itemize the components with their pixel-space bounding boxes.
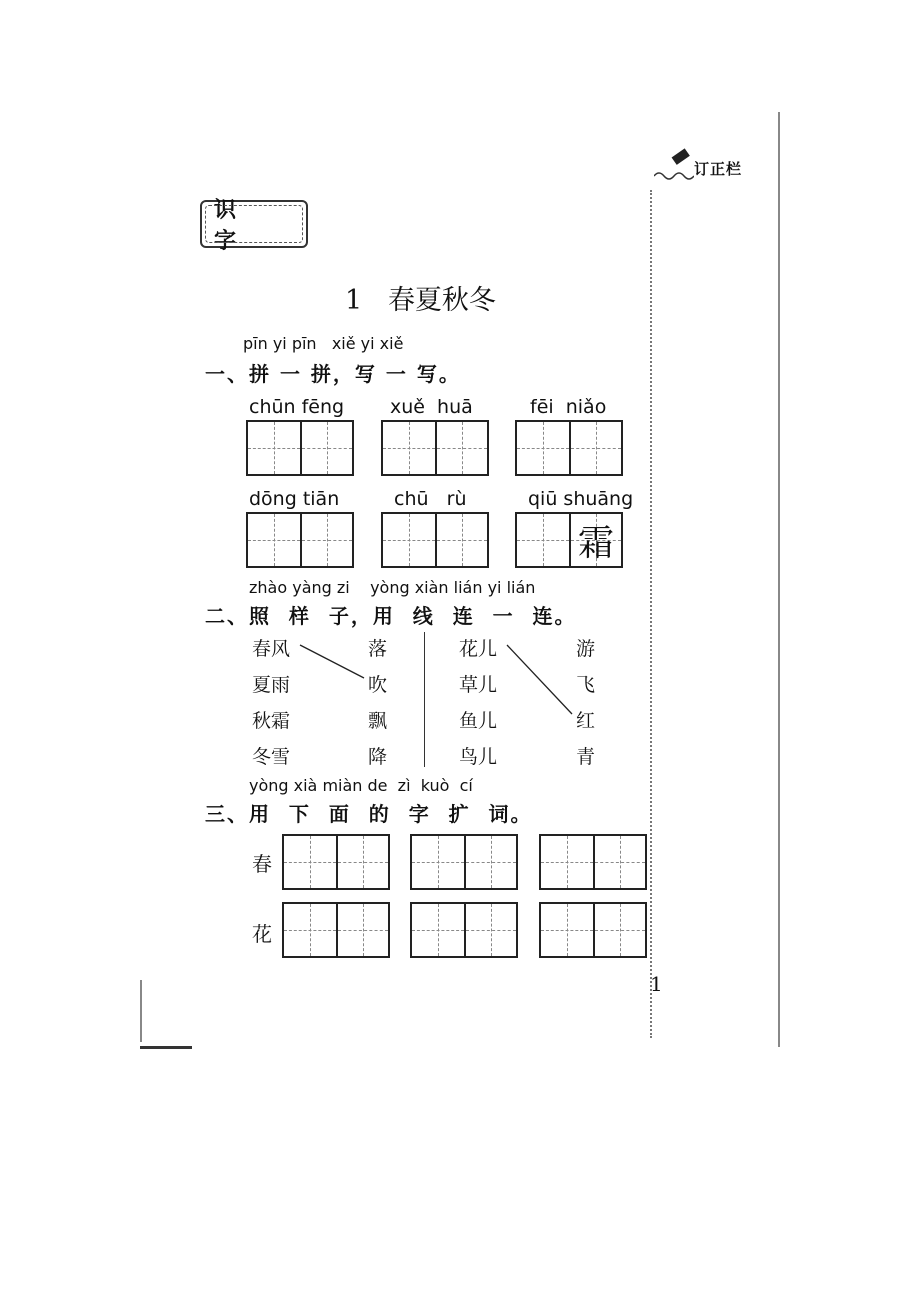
match-target[interactable]: 吹 bbox=[368, 674, 388, 696]
q3-row-char: 花 bbox=[252, 922, 272, 946]
writing-grid[interactable] bbox=[410, 834, 518, 890]
grid-cell[interactable] bbox=[593, 836, 645, 888]
match-target[interactable]: 降 bbox=[368, 746, 388, 768]
grid-cell[interactable] bbox=[336, 904, 388, 956]
grid-cell[interactable] bbox=[412, 836, 464, 888]
grid-cell[interactable] bbox=[464, 836, 516, 888]
match-target[interactable]: 青 bbox=[576, 746, 596, 768]
grid-cell[interactable] bbox=[435, 514, 487, 566]
grid-cell[interactable] bbox=[464, 904, 516, 956]
match-target[interactable]: 落 bbox=[368, 638, 388, 660]
grid-cell[interactable] bbox=[300, 422, 352, 474]
writing-grid[interactable] bbox=[282, 834, 390, 890]
match-word[interactable]: 秋霜 bbox=[252, 710, 291, 732]
writing-grid[interactable] bbox=[539, 902, 647, 958]
q3-pinyin: yòng xià miàn de zì kuò cí bbox=[249, 776, 473, 795]
match-word[interactable]: 鸟儿 bbox=[459, 746, 498, 768]
grid-cell[interactable] bbox=[284, 836, 336, 888]
grid-cell[interactable] bbox=[284, 904, 336, 956]
example-character: 霜 bbox=[577, 522, 614, 564]
grid-cell[interactable] bbox=[300, 514, 352, 566]
grid-cell[interactable] bbox=[541, 904, 593, 956]
writing-grid[interactable] bbox=[410, 902, 518, 958]
grid-cell[interactable] bbox=[593, 904, 645, 956]
grid-cell[interactable] bbox=[435, 422, 487, 474]
grid-cell[interactable] bbox=[248, 422, 300, 474]
q1-item-pinyin: fēi niǎo bbox=[530, 396, 607, 418]
q2-heading: 二、照 样 子，用 线 连 一 连。 bbox=[205, 604, 577, 628]
match-target[interactable]: 游 bbox=[576, 638, 596, 660]
q1-item-pinyin: qiū shuāng bbox=[528, 488, 634, 510]
grid-cell[interactable] bbox=[541, 836, 593, 888]
grid-cell[interactable] bbox=[383, 514, 435, 566]
q1-pinyin: pīn yi pīn xiě yi xiě bbox=[243, 334, 404, 353]
example-line bbox=[300, 645, 364, 678]
grid-cell[interactable] bbox=[517, 514, 569, 566]
match-word[interactable]: 夏雨 bbox=[252, 674, 291, 696]
grid-cell[interactable] bbox=[412, 904, 464, 956]
q1-item-pinyin: chū rù bbox=[394, 488, 467, 510]
q2-pinyin: zhào yàng zi yòng xiàn lián yi lián bbox=[249, 578, 536, 597]
grid-cell[interactable] bbox=[569, 422, 621, 474]
match-target[interactable]: 飞 bbox=[576, 674, 596, 696]
match-word[interactable]: 春风 bbox=[252, 638, 291, 660]
match-target[interactable]: 飘 bbox=[368, 710, 388, 732]
writing-grid[interactable] bbox=[282, 902, 390, 958]
q1-item-pinyin: dōng tiān bbox=[249, 488, 340, 510]
q1-item-pinyin: xuě huā bbox=[390, 396, 473, 418]
lesson-title-text: 春夏秋冬 bbox=[387, 285, 496, 316]
match-word[interactable]: 花儿 bbox=[459, 638, 498, 660]
correction-column-label: 订正栏 bbox=[694, 160, 743, 178]
grid-cell[interactable] bbox=[248, 514, 300, 566]
match-word[interactable]: 鱼儿 bbox=[459, 710, 498, 732]
q3-row-char: 春 bbox=[252, 852, 272, 876]
match-target[interactable]: 红 bbox=[576, 710, 596, 732]
match-word[interactable]: 草儿 bbox=[459, 674, 498, 696]
q1-item-pinyin: chūn fēng bbox=[249, 396, 345, 418]
example-line bbox=[507, 645, 572, 714]
q3-heading: 三、用 下 面 的 字 扩 词。 bbox=[205, 802, 533, 826]
grid-cell[interactable] bbox=[517, 422, 569, 474]
grid-cell-example[interactable] bbox=[569, 514, 621, 566]
lesson-number: 1 bbox=[345, 285, 363, 316]
match-word[interactable]: 冬雪 bbox=[252, 746, 291, 768]
section-badge-label: 识 字 bbox=[214, 198, 251, 254]
page-number: 1 bbox=[650, 972, 663, 996]
writing-grid[interactable] bbox=[539, 834, 647, 890]
grid-cell[interactable] bbox=[336, 836, 388, 888]
grid-cell[interactable] bbox=[383, 422, 435, 474]
q1-heading: 一、拼 一 拼，写 一 写。 bbox=[205, 362, 461, 386]
